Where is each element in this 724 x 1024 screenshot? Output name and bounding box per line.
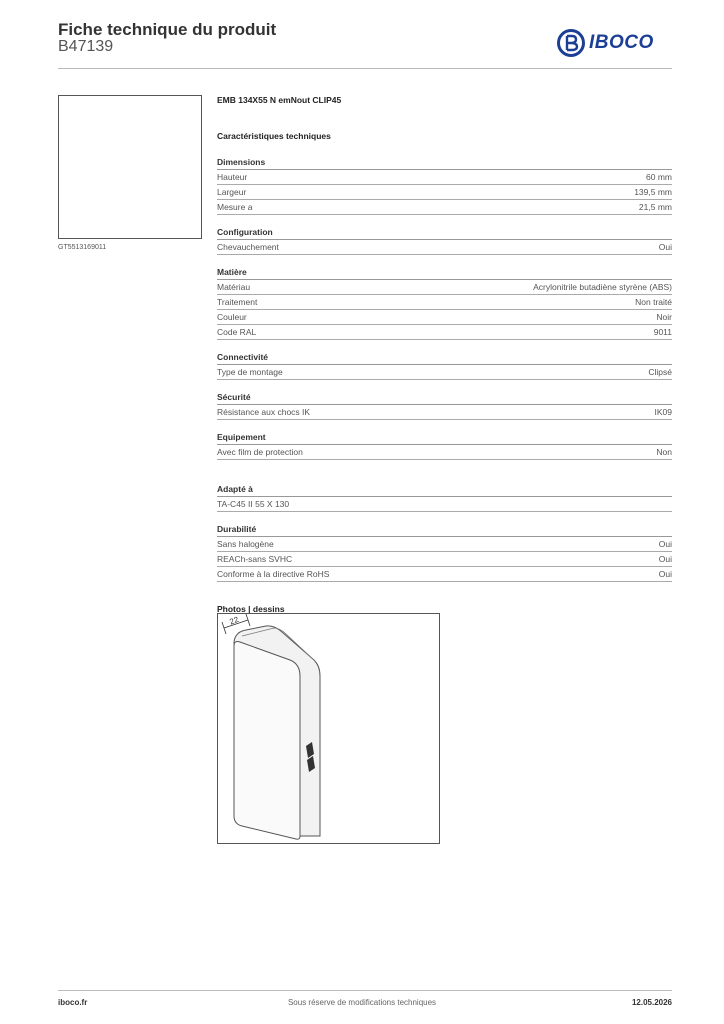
spec-group: [217, 227, 672, 255]
spec-value: Non: [656, 447, 672, 457]
spec-group: [217, 267, 672, 340]
spec-sheet: [217, 95, 672, 618]
spec-value: Oui: [658, 539, 672, 549]
spec-row: [217, 280, 672, 295]
spec-label: Type de montage: [217, 367, 283, 377]
adapte-section: [217, 484, 672, 512]
product-drawing-svg: [218, 614, 439, 843]
thumbnail-code: GT5513169011: [58, 244, 107, 251]
footer-date: 12.05.2026: [631, 998, 672, 1007]
spec-group: [217, 392, 672, 420]
spec-group: [217, 352, 672, 380]
spec-label: REACh-sans SVHC: [217, 554, 293, 564]
spec-row: [217, 552, 672, 567]
spec-row: [217, 567, 672, 582]
footer-website[interactable]: iboco.fr: [58, 998, 88, 1007]
section-title: Caractéristiques techniques: [217, 131, 331, 141]
spec-value: IK09: [654, 407, 672, 417]
page-title: Fiche technique du produit: [58, 20, 277, 39]
spec-label: Matériau: [217, 282, 251, 292]
spec-group-title: Dimensions: [217, 157, 672, 170]
spec-group-title: Sécurité: [217, 392, 672, 405]
product-code: B47139: [58, 38, 114, 55]
spec-row: [217, 445, 672, 460]
spec-group-title: Connectivité: [217, 352, 672, 365]
spec-value: Clipsé: [648, 367, 672, 377]
spec-label: Largeur: [217, 187, 247, 197]
spec-value: Oui: [658, 554, 672, 564]
spec-row: [217, 295, 672, 310]
spec-row: [217, 497, 672, 512]
iboco-logo-icon: [557, 29, 585, 57]
dimension-label: 22: [228, 614, 240, 627]
spec-label: Hauteur: [217, 172, 248, 182]
spec-row: [217, 200, 672, 215]
header-divider: [58, 68, 672, 69]
spec-value: Oui: [658, 242, 672, 252]
spec-row: [217, 537, 672, 552]
durabilite-title: Durabilité: [217, 524, 672, 537]
spec-label: Avec film de protection: [217, 447, 303, 457]
spec-label: Mesure a: [217, 202, 253, 212]
spec-row: [217, 365, 672, 380]
spec-group-title: Matière: [217, 267, 672, 280]
product-thumbnail: [58, 95, 202, 239]
durabilite-rows: [217, 537, 672, 582]
spec-value: 21,5 mm: [638, 202, 672, 212]
spec-label: TA-C45 II 55 X 130: [217, 499, 290, 509]
spec-value: Noir: [656, 312, 672, 322]
spec-row: [217, 170, 672, 185]
spec-group-title: Configuration: [217, 227, 672, 240]
spec-value: 60 mm: [646, 172, 672, 182]
spec-group: [217, 432, 672, 460]
spec-value: 139,5 mm: [634, 187, 672, 197]
spec-group: [217, 157, 672, 215]
spec-label: Conforme à la directive RoHS: [217, 569, 330, 579]
spec-label: Résistance aux chocs IK: [217, 407, 311, 417]
spec-value: Acrylonitrile butadiène styrène (ABS): [533, 282, 672, 292]
durabilite-section: [217, 524, 672, 582]
product-name: EMB 134X55 N emNout CLIP45: [217, 95, 342, 105]
spec-row: [217, 405, 672, 420]
spec-row: [217, 240, 672, 255]
product-drawing: [217, 613, 440, 844]
footer-notice: Sous réserve de modifications techniques: [287, 998, 437, 1007]
spec-label: Sans halogène: [217, 539, 274, 549]
spec-row: [217, 185, 672, 200]
spec-label: Couleur: [217, 312, 247, 322]
spec-group-title: Equipement: [217, 432, 672, 445]
spec-value: 9011: [653, 327, 672, 337]
adapte-title: Adapté à: [217, 484, 672, 497]
brand-logo: [557, 29, 654, 57]
adapte-rows: [217, 497, 672, 512]
spec-label: Traitement: [217, 297, 258, 307]
spec-groups: [217, 157, 672, 460]
spec-label: Chevauchement: [217, 242, 279, 252]
spec-value: Oui: [658, 569, 672, 579]
spec-row: [217, 325, 672, 340]
footer-divider: [58, 990, 672, 991]
spec-label: Code RAL: [217, 327, 257, 337]
spec-value: Non traité: [635, 297, 672, 307]
photos-title: Photos | dessins: [217, 604, 285, 614]
spec-row: [217, 310, 672, 325]
logo-text: IBOCO: [589, 32, 654, 53]
